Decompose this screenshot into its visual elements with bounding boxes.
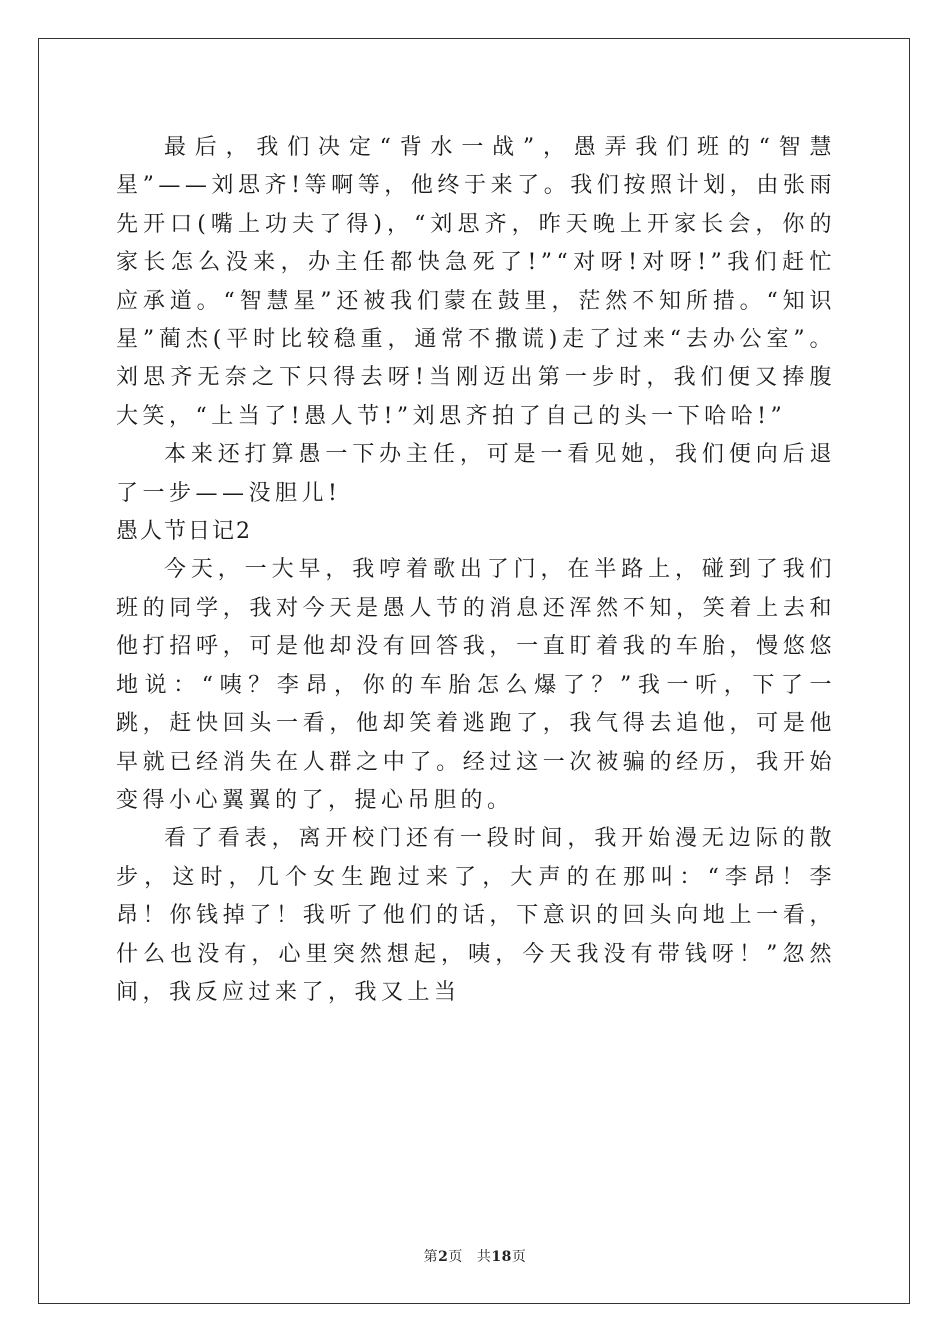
total-suffix: 页 bbox=[511, 1249, 527, 1265]
page-suffix: 页 bbox=[448, 1249, 463, 1265]
total-pages-number: 18 bbox=[491, 1249, 512, 1265]
page-prefix: 第 bbox=[423, 1249, 439, 1265]
total-prefix: 共 bbox=[476, 1249, 492, 1265]
paragraph: 今天，一大早，我哼着歌出了门，在半路上，碰到了我们班的同学，我对今天是愚人节的消息还浑然不知，笑着上去和他打招呼，可是他却没有回答我，一直盯着我的车胎，慢悠悠地说：“咦？李昂，你的车胎怎么爆了？”我一听，下了一跳，赶快回头一看，他却笑着逃跑了，我气得去追他，可是他早就已经消失在人群之中了。经过这一次被骗的经历，我开始变得小心翼翼的了，提心吊胆的。 bbox=[116, 557, 836, 813]
paragraph: 看了看表，离开校门还有一段时间，我开始漫无边际的散步，这时，几个女生跑过来了，大声的在那叫：“李昂！李昂！你钱掉了！我听了他们的话，下意识的回头向地上一看，什么也没有，心里突然想起，咦，今天我没有带钱呀！”忽然间，我反应过来了，我又上当 bbox=[116, 826, 836, 1005]
page-footer bbox=[0, 1246, 950, 1266]
paragraph: 本来还打算愚一下办主任，可是一看见她，我们便向后退了一步——没胆儿! bbox=[116, 442, 836, 506]
document-body bbox=[116, 129, 836, 1012]
section-heading: 愚人节日记2 bbox=[116, 519, 252, 545]
paragraph: 最后，我们决定“背水一战”，愚弄我们班的“智慧星”——刘思齐!等啊等，他终于来了。我们按照计划，由张雨先开口(嘴上功夫了得)，“刘思齐，昨天晚上开家长会，你的家长怎么没来，办主任都快急死了!”“对呀!对呀!”我们赶忙应承道。“智慧星”还被我们蒙在鼓里，茫然不知所措。“知识星”蔺杰(平时比较稳重，通常不撒谎)走了过来“去办公室”。刘思齐无奈之下只得去呀!当刚迈出第一步时，我们便又捧腹大笑，“上当了!愚人节!”刘思齐拍了自己的头一下哈哈!” bbox=[116, 135, 836, 429]
current-page-number: 2 bbox=[438, 1249, 449, 1265]
